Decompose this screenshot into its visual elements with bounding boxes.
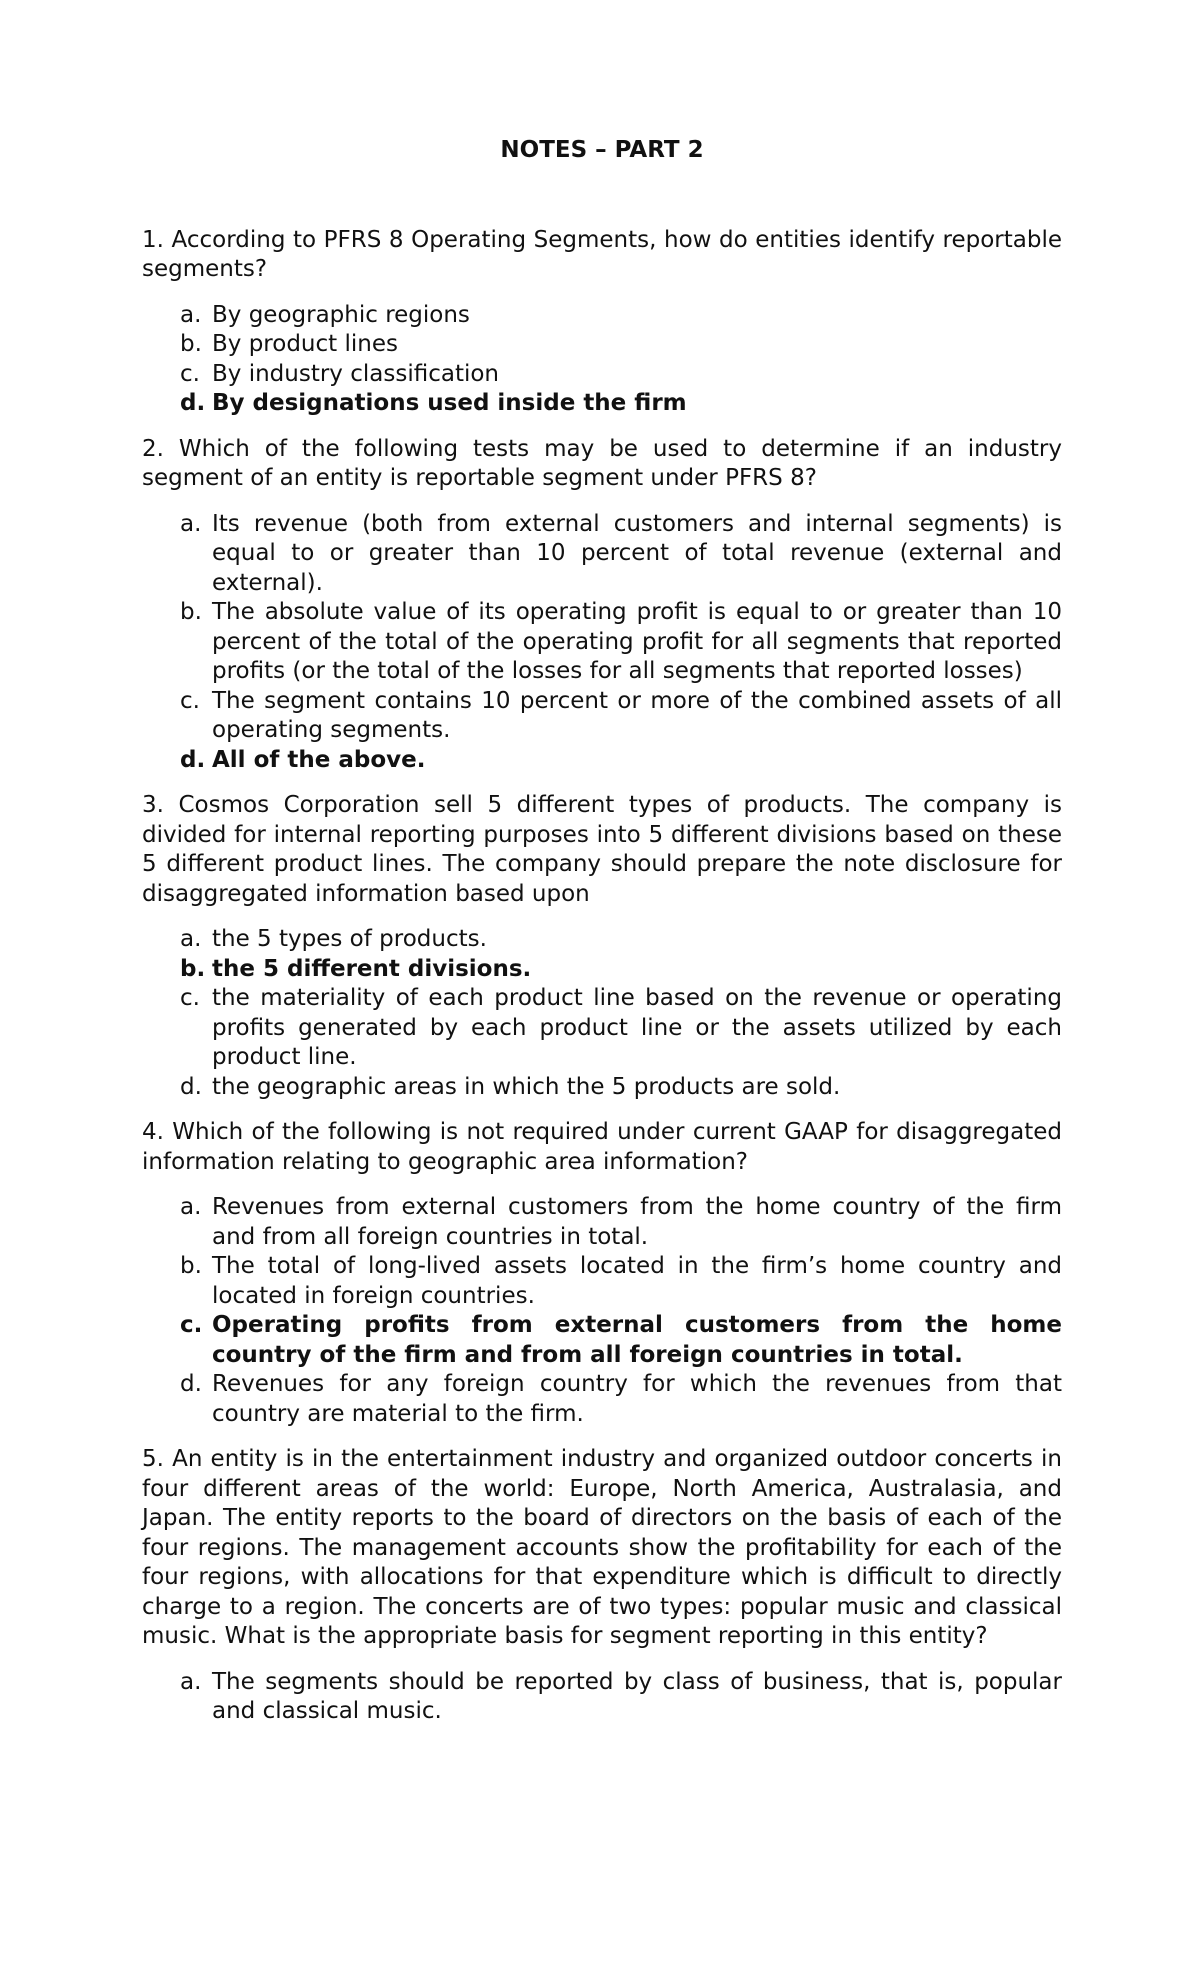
answer-option xyxy=(142,330,1062,360)
option-letter: a. xyxy=(180,301,202,328)
option-text: By geographic regions xyxy=(212,301,470,328)
option-letter: b. xyxy=(180,955,206,982)
option-text: Operating profits from external customers from the home country of the firm and from all foreign countries in total. xyxy=(212,1312,1062,1368)
answer-option xyxy=(142,1073,1062,1103)
option-letter: c. xyxy=(180,1312,203,1338)
option-text: The segments should be reported by class of business, that is, popular and classical music. xyxy=(212,1668,1062,1724)
question-text: 5. An entity is in the entertainment industry and organized outdoor concerts in four different areas of the world: Europe, North America, Australasia, and Japan. The entity reports to the board of directors on the basis of each of the four regions. The management accounts show the profitability for each of the four regions, with allocations for that expenditure which is difficult to directly charge to a region. The concerts are of two types: popular music and classical music. What is the appropriate basis for segment reporting in this entity? xyxy=(142,1446,1062,1649)
option-letter: a. xyxy=(180,1668,202,1695)
question-5 xyxy=(142,1445,1062,1727)
option-letter: d. xyxy=(180,1073,202,1100)
answer-option xyxy=(142,687,1062,746)
option-letter: d. xyxy=(180,746,206,773)
answer-option xyxy=(142,510,1062,599)
answer-option xyxy=(142,598,1062,687)
option-letter: b. xyxy=(180,331,202,357)
option-text: By designations used inside the firm xyxy=(212,390,687,416)
answer-option xyxy=(142,1252,1062,1311)
question-1 xyxy=(142,226,1062,419)
option-letter: b. xyxy=(180,1253,202,1279)
option-letter: c. xyxy=(180,360,200,387)
answer-options xyxy=(142,925,1062,1102)
option-letter: a. xyxy=(180,510,202,537)
document-page xyxy=(142,136,1062,1743)
option-letter: d. xyxy=(180,390,206,416)
answer-option xyxy=(142,360,1062,390)
answer-options xyxy=(142,510,1062,776)
option-text: Its revenue (both from external customers and internal segments) is equal to or greater than 10 percent of total revenue (external and external). xyxy=(212,510,1062,596)
option-text: the geographic areas in which the 5 products are sold. xyxy=(212,1073,841,1100)
answer-option xyxy=(142,925,1062,955)
answer-option-correct xyxy=(142,746,1062,776)
answer-option xyxy=(142,301,1062,331)
answer-option-correct xyxy=(142,1311,1062,1370)
option-text: the 5 different divisions. xyxy=(212,955,532,982)
answer-option-correct xyxy=(142,955,1062,985)
option-text: The absolute value of its operating profit is equal to or greater than 10 percent of the total of the operating profit for all segments that reported profits (or the total of the losses for all segments that reported losses) xyxy=(212,599,1062,684)
option-letter: c. xyxy=(180,985,200,1011)
question-text: 3. Cosmos Corporation sell 5 different types of products. The company is divided for internal reporting purposes into 5 different divisions based on these 5 different product lines. The company should prepare the note disclosure for disaggregated information based upon xyxy=(142,792,1062,907)
question-text: 2. Which of the following tests may be used to determine if an industry segment of an entity is reportable segment under PFRS 8? xyxy=(142,435,1062,491)
option-text: the materiality of each product line based on the revenue or operating profits generated by each product line or the assets utilized by each product line. xyxy=(212,985,1062,1070)
option-text: Revenues from external customers from the home country of the firm and from all foreign countries in total. xyxy=(212,1194,1062,1250)
answer-option xyxy=(142,1193,1062,1252)
option-text: The segment contains 10 percent or more of the combined assets of all operating segments. xyxy=(212,687,1062,743)
option-text: the 5 types of products. xyxy=(212,926,487,952)
question-text: 4. Which of the following is not required under current GAAP for disaggregated information relating to geographic area information? xyxy=(142,1119,1062,1175)
option-text: Revenues for any foreign country for which the revenues from that country are material to the firm. xyxy=(212,1371,1062,1427)
answer-option xyxy=(142,1370,1062,1429)
option-letter: c. xyxy=(180,687,200,714)
answer-options xyxy=(142,1668,1062,1727)
question-text: 1. According to PFRS 8 Operating Segments, how do entities identify reportable segments? xyxy=(142,226,1062,282)
option-letter: d. xyxy=(180,1371,202,1397)
question-4 xyxy=(142,1118,1062,1429)
answer-options xyxy=(142,1193,1062,1429)
option-letter: a. xyxy=(180,926,202,952)
option-text: By industry classification xyxy=(212,360,499,387)
option-text: The total of long-lived assets located in the firm’s home country and located in foreign countries. xyxy=(212,1253,1062,1309)
answer-option xyxy=(142,1668,1062,1727)
answer-option xyxy=(142,984,1062,1073)
option-letter: a. xyxy=(180,1194,202,1220)
question-3 xyxy=(142,791,1062,1102)
answer-option-correct xyxy=(142,389,1062,419)
question-2 xyxy=(142,435,1062,776)
answer-options xyxy=(142,301,1062,419)
option-letter: b. xyxy=(180,599,202,625)
page-title: NOTES – PART 2 xyxy=(500,137,704,163)
option-text: All of the above. xyxy=(212,746,426,773)
option-text: By product lines xyxy=(212,331,398,357)
